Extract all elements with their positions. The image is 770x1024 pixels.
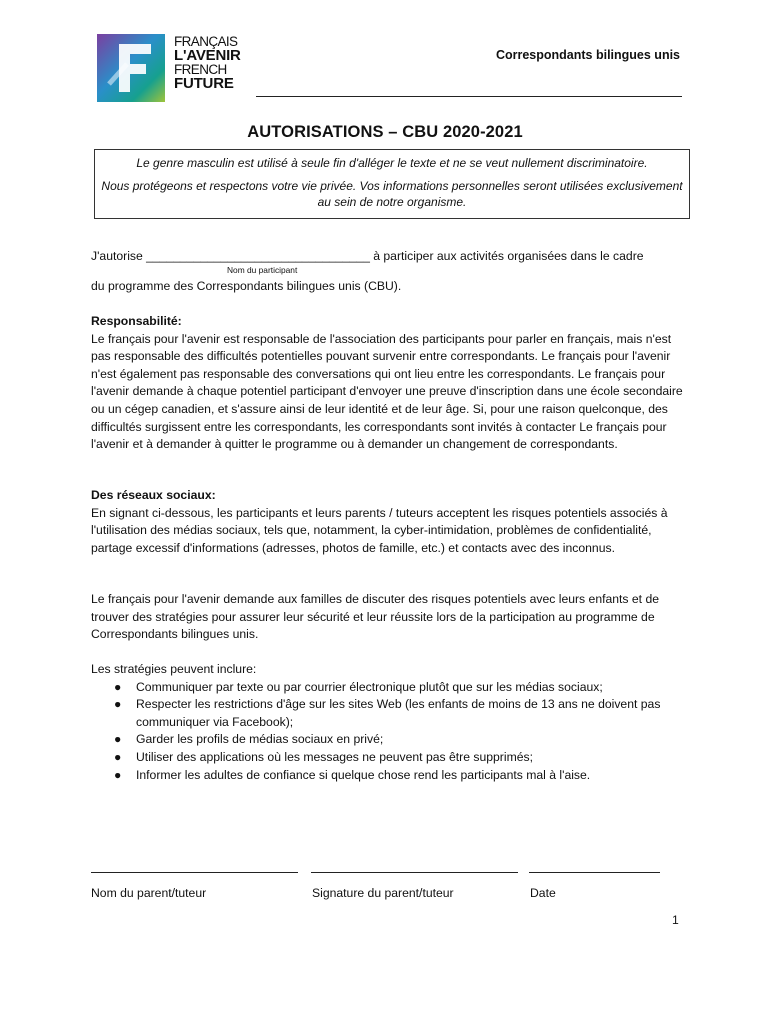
parent-signature-line[interactable] <box>311 872 518 873</box>
strategies-section <box>91 661 687 784</box>
list-item: ● Garder les profils de médias sociaux en privé; <box>91 731 687 749</box>
strategies-intro: Les stratégies peuvent inclure: <box>91 662 257 676</box>
responsibility-heading: Responsabilité: <box>91 314 182 328</box>
responsibility-section <box>91 313 687 454</box>
logo-wordmark <box>174 34 241 92</box>
notice-privacy: Nous protégeons et respectons votre vie privée. Vos informations personnelles seront utilisées exclusivement au sein de notre organisme. <box>101 178 683 209</box>
responsibility-body: Le français pour l'avenir est responsable de l'association des participants pour parler en français, mais n'est pas responsable des difficultés potentielles pouvant survenir entre correspondants. Le français pour l'avenir n'est également pas responsable des conversations qui ont lieu entre les correspondants. Le français pour l'avenir demande à chaque potentiel participant d'envoyer une preuve d'inscription dans une école secondaire ou un cégep canadien, et s'assure ainsi de leur identité et de leur âge. Si, pour une raison quelconque, des difficultés surgissent entre les correspondants, les correspondants sont invités à contacter Le français pour l'avenir et à demander à quitter le programme ou à demander un changement de correspondants. <box>91 331 683 452</box>
parent-name-label: Nom du parent/tuteur <box>91 886 207 900</box>
logo-f-icon <box>97 34 165 102</box>
notice-box <box>94 149 690 219</box>
list-item: ● Informer les adultes de confiance si quelque chose rend les participants mal à l'aise. <box>91 767 687 785</box>
logo-line-french: FRENCH <box>174 62 227 77</box>
list-item: ● Communiquer par texte ou par courrier électronique plutôt que sur les médias sociaux; <box>91 679 687 697</box>
strategies-list <box>91 679 687 785</box>
list-item: ● Utiliser des applications où les messages ne peuvent pas être supprimés; <box>91 749 687 767</box>
bullet-icon: ● <box>114 767 122 782</box>
list-item: ● Respecter les restrictions d'âge sur les sites Web (les enfants de moins de 13 ans ne doivent pas communiquer via Facebook); <box>114 697 661 729</box>
participant-name-caption: Nom du participant <box>227 265 298 275</box>
logo-line-francais: FRANÇAIS <box>174 34 238 49</box>
parent-name-line[interactable] <box>91 872 298 873</box>
families-body: Le français pour l'avenir demande aux familles de discuter des risques potentiels avec leurs enfants et de trouver des stratégies pour assurer leur sécurité et leur réussite lors de la participation au programme de Correspondants bilingues unis. <box>91 592 660 642</box>
logo-line-future: FUTURE <box>174 75 234 92</box>
social-body: En signant ci-dessous, les participants et leurs parents / tuteurs acceptent les risques potentiels associés à l'utilisation des médias sociaux, tels que, notamment, la cyber-intimidation, problèmes de confidentialité, partage excessif d'informations (adresses, photos de famille, etc.) et contacts avec des inconnus. <box>91 505 668 555</box>
families-paragraph <box>91 591 687 644</box>
bullet-icon: ● <box>114 697 122 712</box>
parent-signature-label: Signature du parent/tuteur <box>312 886 454 900</box>
page-number: 1 <box>672 913 679 927</box>
header-rule <box>256 96 682 97</box>
bullet-icon: ● <box>114 749 122 764</box>
social-heading: Des réseaux sociaux: <box>91 488 216 502</box>
page-title: AUTORISATIONS – CBU 2020-2021 <box>247 123 523 141</box>
authorization-line: J'autorise _________________________________ à participer aux activités organisées dans le cadre <box>91 249 644 263</box>
program-header: Correspondants bilingues unis <box>495 48 680 62</box>
bullet-icon: ● <box>114 679 122 694</box>
bullet-icon: ● <box>114 732 122 747</box>
notice-gender: Le genre masculin est utilisé à seule fin d'alléger le texte et ne se veut nullement discriminatoire. <box>136 156 648 170</box>
logo-line-avenir: L'AVENIR <box>174 47 241 64</box>
date-label: Date <box>530 886 556 900</box>
logo-mark <box>97 34 165 102</box>
social-section <box>91 487 687 557</box>
authorization-continuation: du programme des Correspondants bilingues unis (CBU). <box>91 279 402 293</box>
date-line[interactable] <box>529 872 660 873</box>
